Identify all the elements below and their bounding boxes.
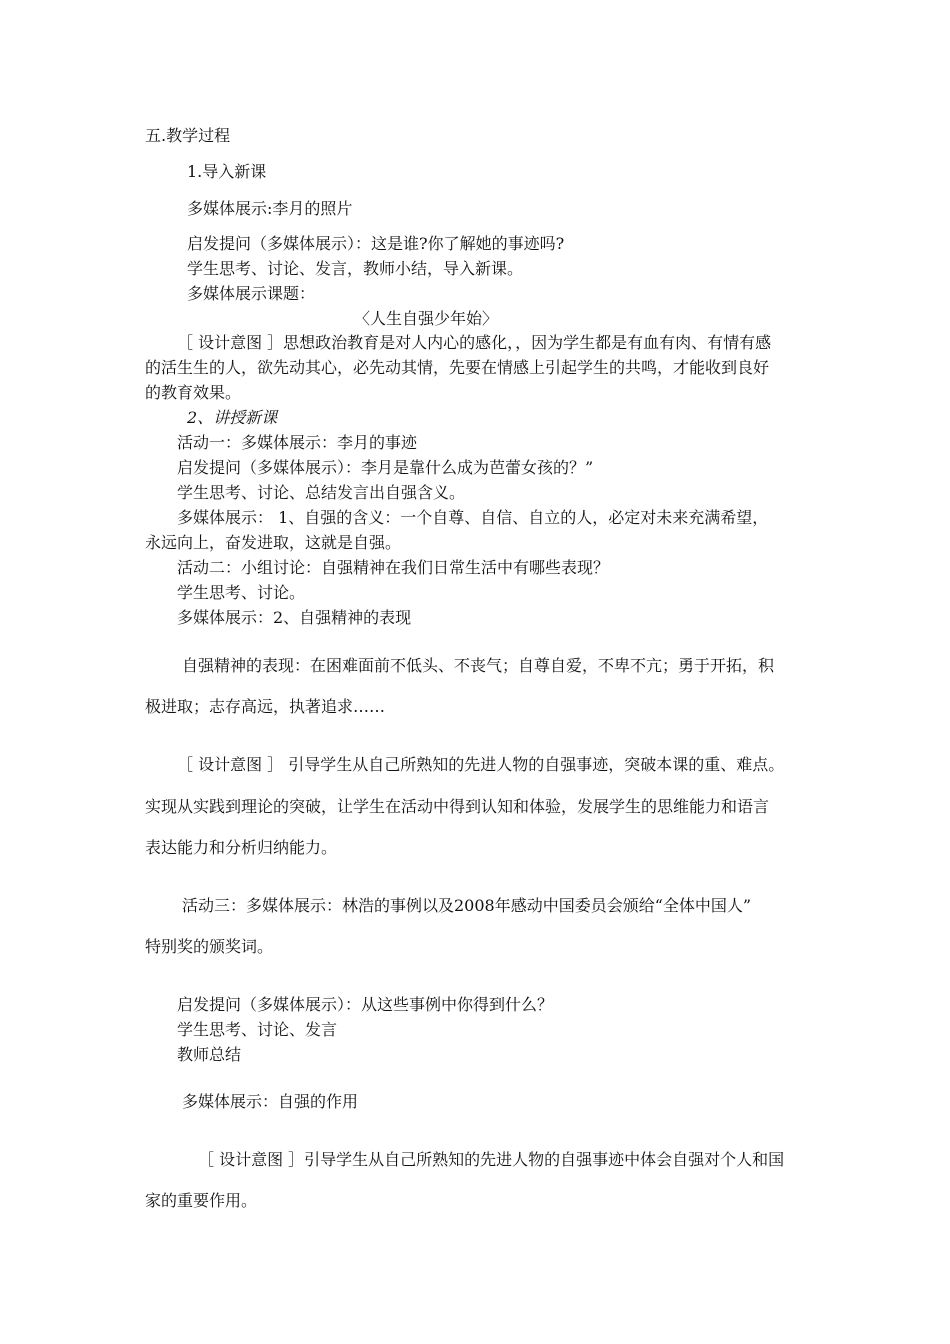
text-line: 极进取；志存高远，执著追求…… xyxy=(145,697,386,716)
text-line: 启发提问（多媒体展示）：从这些事例中你得到什么？ xyxy=(177,995,554,1014)
design-intent-line: ［ 设计意图 ］引导学生从自己所熟知的先进人物的自强事迹中体会自强对个人和国 xyxy=(198,1150,785,1169)
text-line: 活动二：小组讨论：自强精神在我们日常生活中有哪些表现？ xyxy=(177,558,610,577)
text-line: 多媒体展示：自强的作用 xyxy=(182,1092,359,1111)
text-line: 多媒体展示：2、自强精神的表现 xyxy=(177,608,412,627)
text-line: 多媒体展示课题： xyxy=(187,284,316,303)
text-line: 的教育效果。 xyxy=(145,383,242,402)
section-heading: 五.教学过程 xyxy=(145,126,231,145)
text-line: 的活生生的人，欲先动其心，必先动其情，先要在情感上引起学生的共鸣，才能收到良好 xyxy=(145,358,770,377)
lesson-title: 〈人生自强少年始〉 xyxy=(354,309,499,328)
design-intent-line: ［ 设计意图 ］思想政治教育是对人内心的感化，，因为学生都是有血有肉、有情有感 xyxy=(177,333,772,352)
text-line: 学生思考、讨论。 xyxy=(177,583,306,602)
text-line: 活动三：多媒体展示：林浩的事例以及2008年感动中国委员会颁给“全体中国人” xyxy=(182,896,752,915)
text-line: 多媒体展示： 1、自强的含义：一个自尊、自信、自立的人，必定对未来充满希望， xyxy=(177,508,769,527)
text-line: 实现从实践到理论的突破，让学生在活动中得到认知和体验，发展学生的思维能力和语言 xyxy=(145,797,770,816)
subsection-heading: 2、讲授新课 xyxy=(187,408,278,427)
design-intent-line: ［ 设计意图 ］ 引导学生从自己所熟知的先进人物的自强事迹，突破本课的重、难点。 xyxy=(177,755,785,774)
text-line: 学生思考、讨论、总结发言出自强含义。 xyxy=(177,483,466,502)
text-line: 永远向上，奋发进取，这就是自强。 xyxy=(145,533,402,552)
text-line: 表达能力和分析归纳能力。 xyxy=(145,838,338,857)
text-line: 启发提问（多媒体展示）：李月是靠什么成为芭蕾女孩的？” xyxy=(177,458,594,477)
text-line: 多媒体展示:李月的照片 xyxy=(187,199,353,218)
text-line: 活动一：多媒体展示：李月的事迹 xyxy=(177,433,418,452)
text-line: 家的重要作用。 xyxy=(145,1191,258,1210)
text-line: 学生思考、讨论、发言，教师小结，导入新课。 xyxy=(187,259,524,278)
text-line: 自强精神的表现：在困难面前不低头、不丧气；自尊自爱，不卑不亢；勇于开拓，积 xyxy=(182,656,775,675)
text-line: 启发提问（多媒体展示）：这是谁?你了解她的事迹吗? xyxy=(187,234,565,253)
subsection-heading: 1.导入新课 xyxy=(187,162,267,181)
text-line: 特别奖的颁奖词。 xyxy=(145,937,274,956)
text-line: 教师总结 xyxy=(177,1045,242,1064)
text-line: 学生思考、讨论、发言 xyxy=(177,1020,338,1039)
